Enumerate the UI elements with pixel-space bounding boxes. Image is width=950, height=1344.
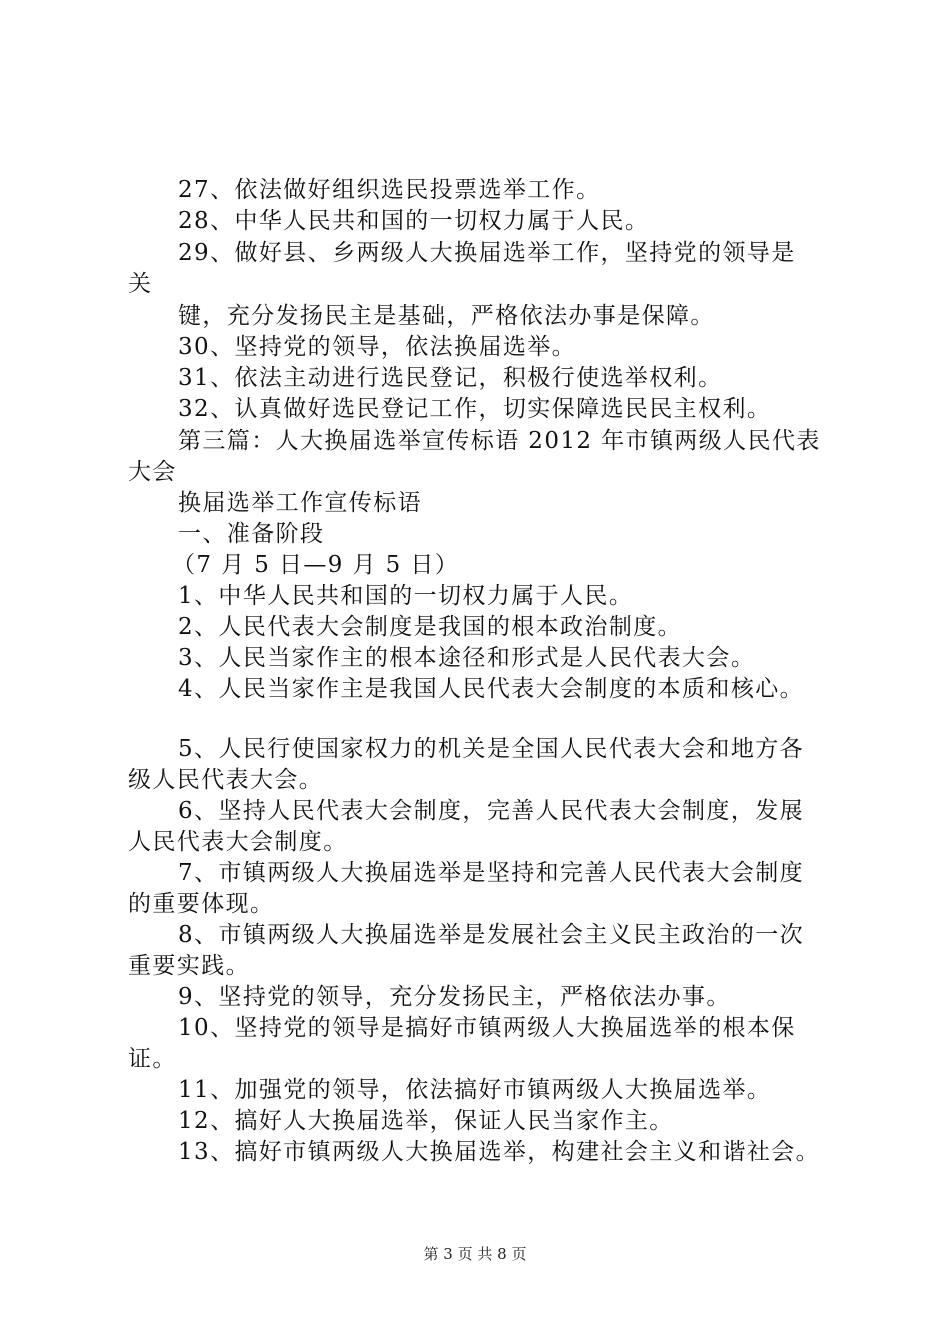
slogan-4: 4、人民当家作主是我国人民代表大会制度的本质和核心。 [178,676,805,702]
slogan-1: 1、中华人民共和国的一切权力属于人民。 [178,583,634,609]
section-subtitle: 换届选举工作宣传标语 [178,490,422,516]
stage-dates: （7 月 5 日—9 月 5 日） [172,552,460,578]
slogan-6-wrap: 人民代表大会制度。 [128,829,348,855]
slogan-6: 6、坚持人民代表大会制度，完善人民代表大会制度，发展 [178,798,805,824]
text-line-27: 27、依法做好组织选民投票选举工作。 [178,177,601,203]
slogan-5-wrap: 级人民代表大会。 [128,767,324,793]
slogan-8-wrap: 重要实践。 [128,953,250,979]
text-line-30: 30、坚持党的领导，依法换届选举。 [178,334,577,360]
slogan-10: 10、坚持党的领导是搞好市镇两级人大换届选举的根本保 [178,1015,796,1041]
slogan-7-wrap: 的重要体现。 [128,891,275,917]
section-heading: 第三篇：人大换届选举宣传标语 2012 年市镇两级人民代表 [178,428,821,454]
slogan-12: 12、搞好人大换届选举，保证人民当家作主。 [178,1108,674,1134]
slogan-5: 5、人民行使国家权力的机关是全国人民代表大会和地方各 [178,736,805,762]
section-heading-wrap: 大会 [128,459,177,485]
slogan-8: 8、市镇两级人大换届选举是发展社会主义民主政治的一次 [178,922,805,948]
slogan-10-wrap: 证。 [128,1046,177,1072]
text-line-32: 32、认真做好选民登记工作，切实保障选民民主权利。 [178,396,772,422]
slogan-13: 13、搞好市镇两级人大换届选举，构建社会主义和谐社会。 [178,1139,821,1165]
page-footer: 第 3 页 共 8 页 [423,1245,527,1263]
text-line-29: 29、做好县、乡两级人大换届选举工作，坚持党的领导是 [178,240,796,266]
slogan-7: 7、市镇两级人大换届选举是坚持和完善人民代表大会制度 [178,860,805,886]
text-line-29-cont: 键，充分发扬民主是基础，严格依法办事是保障。 [178,303,715,329]
text-line-31: 31、依法主动进行选民登记，积极行使选举权利。 [178,365,723,391]
stage-heading: 一、准备阶段 [178,521,325,547]
text-line-28: 28、中华人民共和国的一切权力属于人民。 [178,208,650,234]
slogan-2: 2、人民代表大会制度是我国的根本政治制度。 [178,614,683,640]
slogan-3: 3、人民当家作主的根本途径和形式是人民代表大会。 [178,645,756,671]
slogan-11: 11、加强党的领导，依法搞好市镇两级人大换届选举。 [178,1077,772,1103]
text-line-29-wrap: 关 [128,271,153,297]
slogan-9: 9、坚持党的领导，充分发扬民主，严格依法办事。 [178,984,731,1010]
